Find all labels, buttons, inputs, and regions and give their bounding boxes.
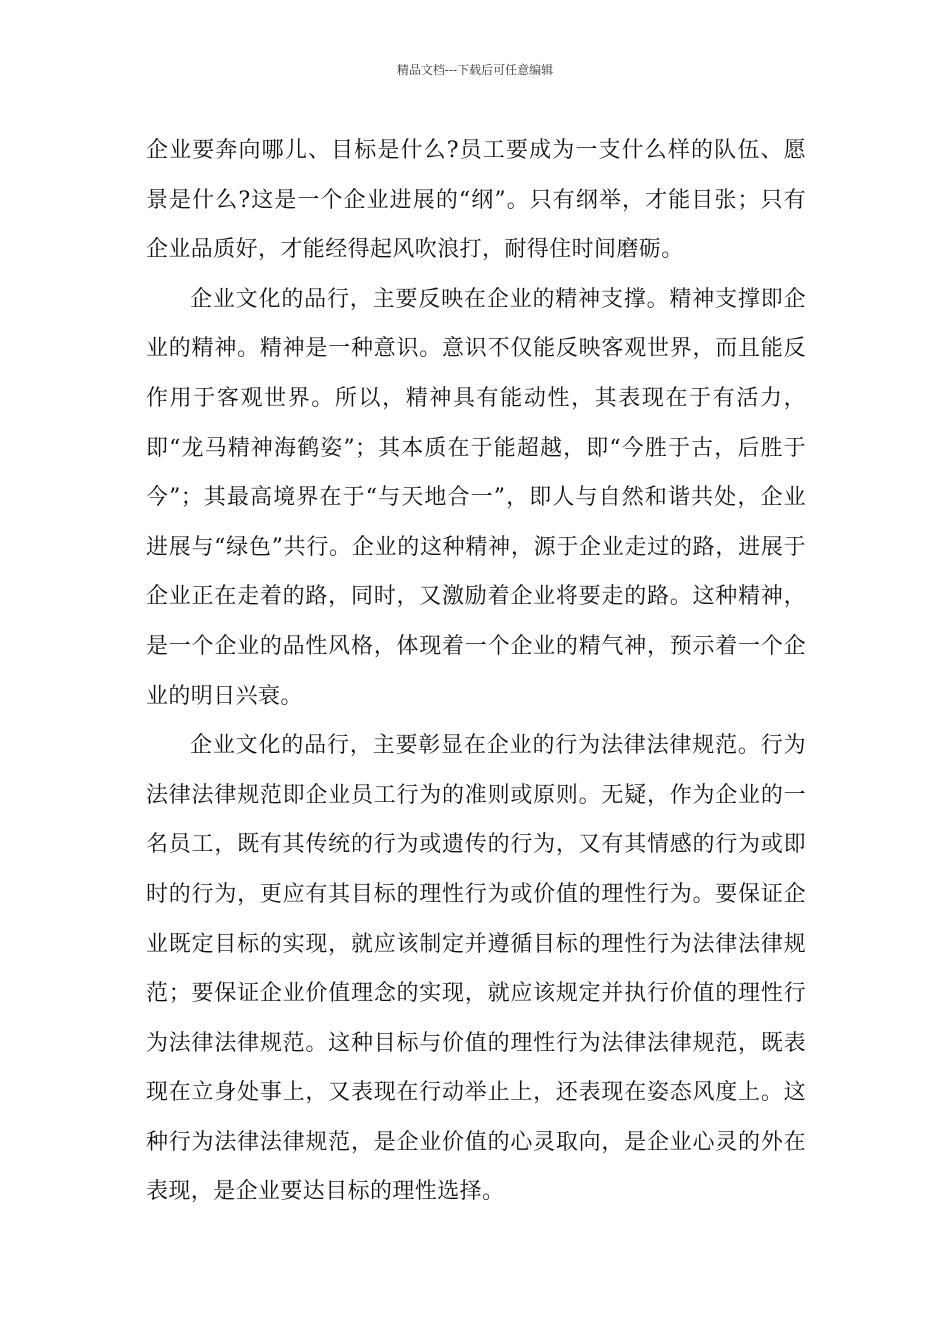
page-header: 精品文档---下载后可任意编辑 bbox=[396, 63, 554, 77]
paragraph-continuation: 企业要奔向哪儿、目标是什么?员工要成为一支什么样的队伍、愿景是什么?这是一个企业进展的“纲”。只有纲举，才能目张；只有企业品质好，才能经得起风吹浪打，耐得住时间磨砺。 bbox=[146, 138, 806, 263]
paragraph-spirit: 企业文化的品行，主要反映在企业的精神支撑。精神支撑即企业的精神。精神是一种意识。意识不仅能反映客观世界，而且能反作用于客观世界。所以，精神具有能动性，其表现在于有活力，即“龙马精神海鹤姿”；其本质在于能超越，即“今胜于古，后胜于今”；其最高境界在于“与天地合一”，即人与自然和谐共处，企业进展与“绿色”共行。企业的这种精神，源于企业走过的路，进展于企业正在走着的路，同时，又激励着企业将要走的路。这种精神，是一个企业的品性风格，体现着一个企业的精气神，预示着一个企业的明日兴衰。 bbox=[146, 286, 806, 709]
paragraph-behavior: 企业文化的品行，主要彰显在企业的行为法律法律规范。行为法律法律规范即企业员工行为的准则或原则。无疑，作为企业的一名员工，既有其传统的行为或遗传的行为，又有其情感的行为或即时的行为，更应有其目标的理性行为或价值的理性行为。要保证企业既定目标的实现，就应该制定并遵循目标的理性行为法律法律规范；要保证企业价值理念的实现，就应该规定并执行价值的理性行为法律法律规范。这种目标与价值的理性行为法律法律规范，既表现在立身处事上，又表现在行动举止上，还表现在姿态风度上。这种行为法律法律规范，是企业价值的心灵取向，是企业心灵的外在表现，是企业要达目标的理性选择。 bbox=[146, 733, 806, 1205]
document-body bbox=[146, 126, 806, 1217]
